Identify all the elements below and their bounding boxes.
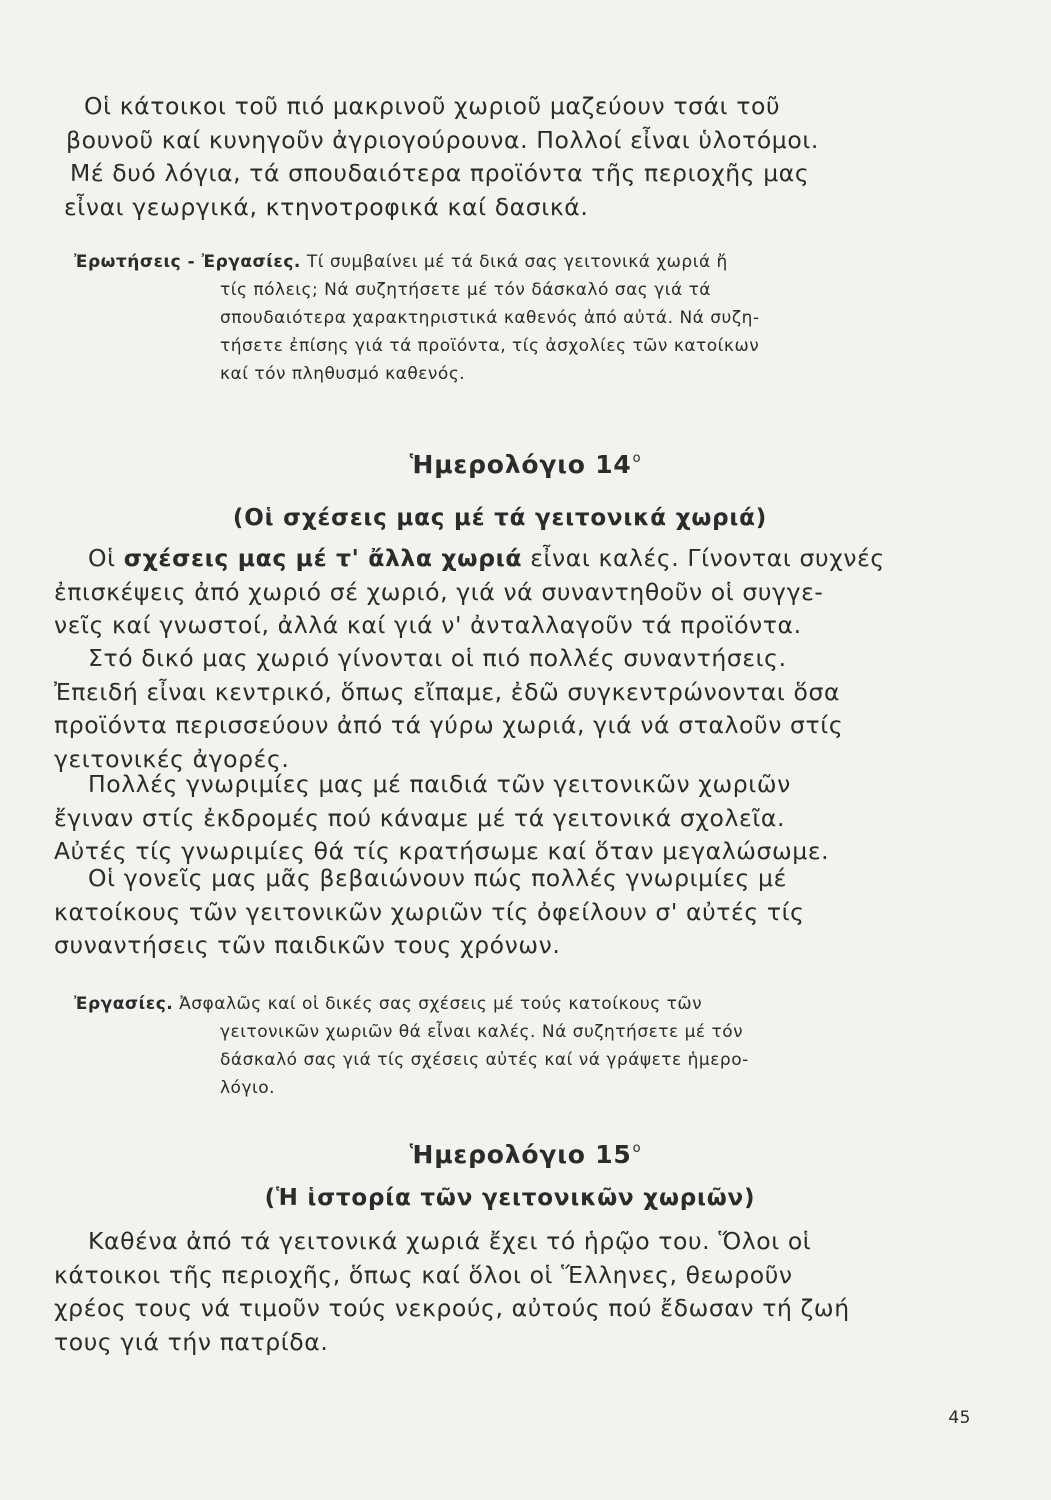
- text-line: κάτοικοι τῆς περιοχῆς, ὅπως καί ὅλοι οἱ Ἕλληνες, θεωροῦν: [54, 1260, 793, 1289]
- emphasis-text: σχέσεις μας μέ τ' ἄλλα χωριά: [123, 544, 523, 572]
- questions-label: Ἐρωτήσεις - Ἐργασίες.: [74, 252, 301, 272]
- text-line: Ἀσφαλῶς καί οἱ δικές σας σχέσεις μέ τούς κατοίκους τῶν: [179, 994, 703, 1014]
- text-span: εἶναι καλές. Γίνονται συχνές: [530, 544, 885, 572]
- diary-15-subtitle: (Ἡ ἱστορία τῶν γειτονικῶν χωριῶν): [264, 1185, 756, 1211]
- text-line: συναντήσεις τῶν παιδικῶν τους χρόνων.: [54, 931, 561, 959]
- diary-14-paragraph-1: [54, 542, 954, 643]
- diary-14-paragraph-2: [54, 642, 954, 776]
- diary-15-title: Ἡμερολόγιο $15^o$: [409, 1140, 642, 1169]
- text-line: δάσκαλό σας γιά τίς σχέσεις αὐτές καί νά γράψετε ἡμερο-: [220, 1050, 749, 1070]
- text-line: ἐπισκέψεις ἀπό χωριό σέ χωριό, γιά νά συναντηθοῦν οἱ συγγε-: [54, 577, 824, 606]
- text-line: χρέος τους νά τιμοῦν τούς νεκρούς, αὐτούς πού ἔδωσαν τή ζωή: [54, 1294, 850, 1322]
- text-line: νεῖς καί γνωστοί, ἀλλά καί γιά ν' ἀνταλλαγοῦν τά προϊόντα.: [54, 611, 802, 639]
- text-line: καί τόν πληθυσμό καθενός.: [220, 364, 466, 384]
- diary-14-paragraph-3: [54, 768, 954, 869]
- questions-block: [74, 248, 934, 388]
- diary-15-paragraph: [54, 1225, 964, 1359]
- tasks-label: Ἐργασίες.: [74, 994, 174, 1014]
- text-line: Οἱ γονεῖς μας μᾶς βεβαιώνουν πώς πολλές γνωριμίες μέ: [88, 864, 787, 892]
- text-line: Στό δικό μας χωριό γίνονται οἱ πιό πολλές συναντήσεις.: [88, 644, 787, 672]
- text-line: λόγιο.: [220, 1078, 276, 1098]
- text-line: Πολλές γνωριμίες μας μέ παιδιά τῶν γειτονικῶν χωριῶν: [88, 770, 791, 798]
- text-line: Ἐπειδή εἶναι κεντρικό, ὅπως εἴπαμε, ἐδῶ συγκεντρώνονται ὅσα: [54, 677, 841, 706]
- text-span: Οἱ: [88, 544, 116, 572]
- text-line: Τί συμβαίνει μέ τά δικά σας γειτονικά χωριά ἤ: [306, 252, 728, 272]
- diary-14-subtitle: (Οἱ σχέσεις μας μέ τά γειτονικά χωριά): [232, 505, 768, 531]
- diary-14-title: Ἡμερολόγιο $14^o$: [409, 450, 642, 479]
- page-number: 45: [948, 1408, 971, 1428]
- text-line: Μέ δυό λόγια, τά σπουδαιότερα προϊόντα τῆς περιοχῆς μας: [70, 159, 810, 187]
- text-line: κατοίκους τῶν γειτονικῶν χωριῶν τίς ὀφείλουν σ' αὐτές τίς: [54, 897, 805, 926]
- text-line: τίς πόλεις; Νά συζητήσετε μέ τόν δάσκαλό σας γιά τά: [220, 280, 712, 300]
- text-line: προϊόντα περισσεύουν ἀπό τά γύρω χωριά, γιά νά σταλοῦν στίς: [54, 711, 844, 739]
- text-line: σπουδαιότερα χαρακτηριστικά καθενός ἀπό αὐτά. Νά συζη-: [220, 308, 760, 328]
- intro-paragraph: [64, 90, 954, 224]
- diary-14-paragraph-4: [54, 862, 954, 963]
- text-line: γειτονικές ἀγορές.: [54, 744, 290, 773]
- text-line: Καθένα ἀπό τά γειτονικά χωριά ἔχει τό ἡρῷο του. Ὅλοι οἱ: [88, 1227, 812, 1255]
- diary-14-tasks: [74, 990, 934, 1102]
- text-line: ἔγιναν στίς ἐκδρομές πού κάναμε μέ τά γειτονικά σχολεῖα.: [54, 803, 786, 832]
- text-line: Οἱ κάτοικοι τοῦ πιό μακρινοῦ χωριοῦ μαζεύουν τσάι τοῦ: [84, 92, 781, 120]
- text-line: εἶναι γεωργικά, κτηνοτροφικά καί δασικά.: [64, 192, 589, 221]
- text-line: βουνοῦ καί κυνηγοῦν ἀγριογούρουνα. Πολλοί εἶναι ὑλοτόμοι.: [66, 125, 819, 154]
- text-line: γειτονικῶν χωριῶν θά εἶναι καλές. Νά συζητήσετε μέ τόν: [220, 1022, 744, 1042]
- text-line: τήσετε ἐπίσης γιά τά προϊόντα, τίς ἀσχολίες τῶν κατοίκων: [220, 336, 760, 356]
- text-line: Αὐτές τίς γνωριμίες θά τίς κρατήσωμε καί ὅταν μεγαλώσωμε.: [54, 837, 830, 865]
- text-line: τους γιά τήν πατρίδα.: [54, 1327, 329, 1356]
